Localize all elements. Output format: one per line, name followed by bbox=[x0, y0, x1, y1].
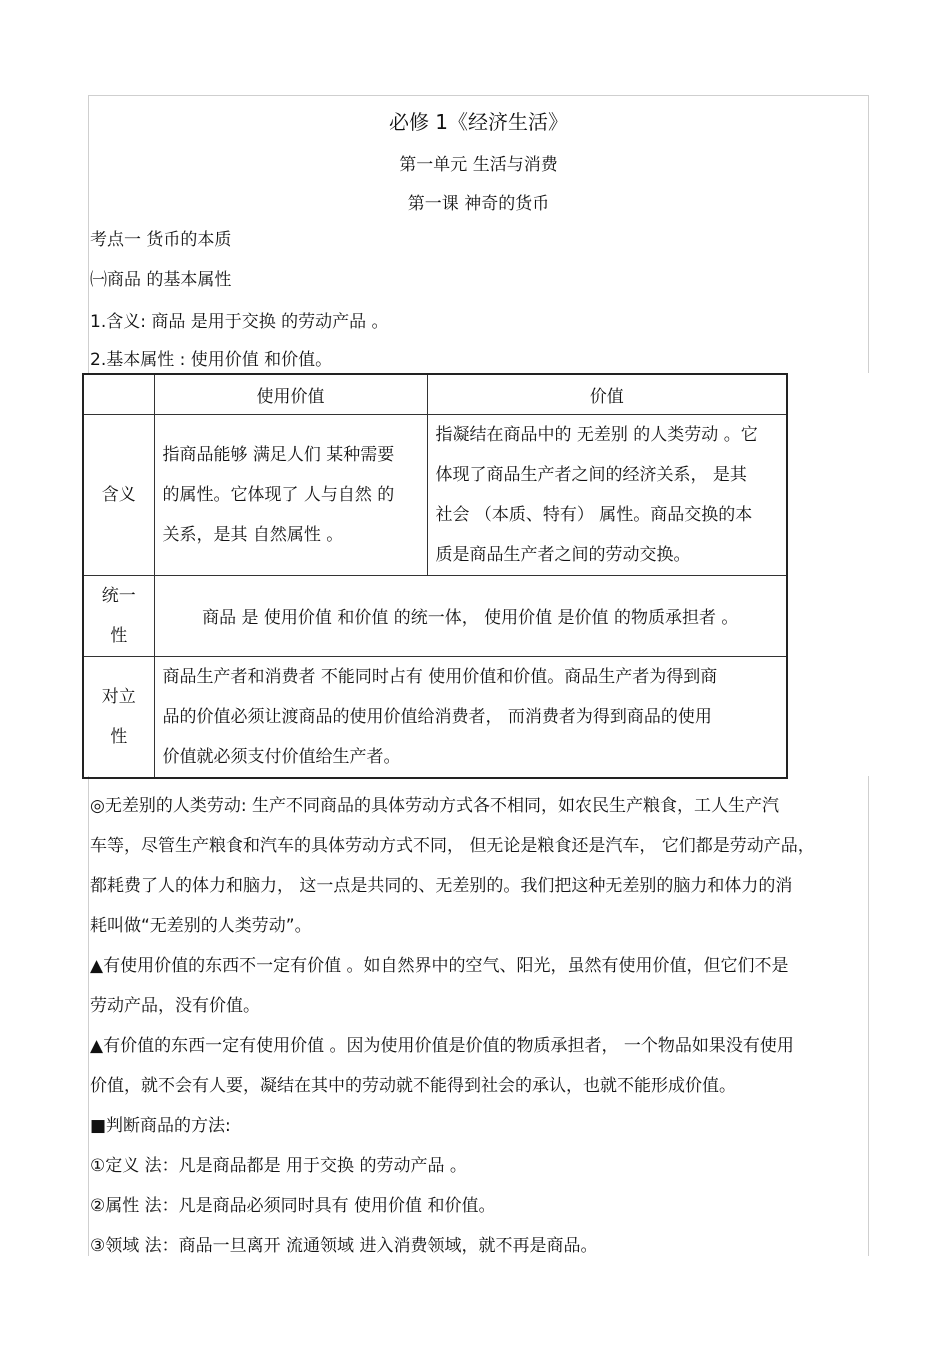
method-heading: ■判断商品的方法: bbox=[90, 1116, 231, 1136]
meaning-value-line: 社会 （本质、特有） 属性。商品交换的本 bbox=[435, 504, 753, 525]
meaning-use-value-line: 指商品能够 满足人们 某种需要 bbox=[162, 444, 395, 465]
subsection-heading: ㈠商品 的基本属性 bbox=[90, 270, 232, 290]
row-label-unity bbox=[83, 575, 154, 656]
table-corner-cell bbox=[83, 374, 154, 414]
row-label-opposition bbox=[83, 656, 154, 778]
header-value: 价值 bbox=[427, 374, 787, 414]
attributes-table bbox=[82, 373, 788, 779]
opposition-cell bbox=[154, 656, 787, 778]
labor-note-line: 耗叫做“无差别的人类劳动”。 bbox=[90, 916, 312, 936]
opposition-line: 价值就必须支付价值给生产者。 bbox=[162, 746, 401, 767]
method-item: ②属性 法：凡是商品必须同时具有 使用价值 和价值。 bbox=[90, 1196, 496, 1216]
opposition-line: 商品生产者和消费者 不能同时占有 使用价值和价值。商品生产者为得到商 bbox=[162, 666, 718, 687]
method-item: ③领域 法：商品一旦离开 流通领域 进入消费领域，就不再是商品。 bbox=[90, 1236, 598, 1256]
meaning-use-value-line: 的属性。它体现了 人与自然 的 bbox=[162, 484, 395, 505]
labor-note-line: 都耗费了人的体力和脑力， 这一点是共同的、无差别的。我们把这种无差别的脑力和体力的消 bbox=[90, 876, 793, 896]
method-item: ①定义 法：凡是商品都是 用于交换 的劳动产品 。 bbox=[90, 1156, 467, 1176]
point-heading: 考点一 货币的本质 bbox=[90, 230, 232, 250]
definition-item: 1.含义: 商品 是用于交换 的劳动产品 。 bbox=[90, 312, 389, 332]
row-label-unity-line: 统一 bbox=[101, 585, 136, 606]
meaning-use-value-line: 关系，是其 自然属性 。 bbox=[162, 524, 344, 545]
meaning-value-line: 体现了商品生产者之间的经济关系， 是其 bbox=[435, 464, 747, 485]
table-header-row bbox=[83, 374, 787, 414]
row-label-opposition-line: 性 bbox=[110, 726, 128, 747]
meaning-value-cell bbox=[427, 414, 787, 575]
use-value-note-line: ▲有使用价值的东西不一定有价值 。如自然界中的空气、阳光，虽然有使用价值，但它们不是 bbox=[90, 956, 789, 976]
book-title: 必修 1《经济生活》 bbox=[388, 110, 569, 134]
meaning-value-line: 指凝结在商品中的 无差别 的人类劳动 。它 bbox=[435, 424, 758, 445]
table-row-meaning bbox=[83, 414, 787, 575]
labor-note-line: 车等，尽管生产粮食和汽车的具体劳动方式不同， 但无论是粮食还是汽车， 它们都是劳动产品， bbox=[90, 836, 815, 856]
row-label-opposition-line: 对立 bbox=[101, 686, 136, 707]
value-note-line: ▲有价值的东西一定有使用价值 。因为使用价值是价值的物质承担者， 一个物品如果没有使用 bbox=[90, 1036, 794, 1056]
table-row-opposition bbox=[83, 656, 787, 778]
attributes-item: 2.基本属性 : 使用价值 和价值。 bbox=[90, 350, 333, 370]
value-note-line: 价值，就不会有人要，凝结在其中的劳动就不能得到社会的承认，也就不能形成价值。 bbox=[90, 1076, 736, 1096]
labor-note-line: ◎无差别的人类劳动: 生产不同商品的具体劳动方式各不相同，如农民生产粮食，工人生产汽 bbox=[90, 796, 779, 816]
row-label-unity-line: 性 bbox=[110, 625, 128, 646]
unity-cell: 商品 是 使用价值 和价值 的统一体， 使用价值 是价值 的物质承担者 。 bbox=[154, 575, 787, 656]
use-value-note-line: 劳动产品，没有价值。 bbox=[90, 996, 260, 1016]
meaning-use-value-cell bbox=[154, 414, 427, 575]
unit-title: 第一单元 生活与消费 bbox=[399, 155, 558, 175]
opposition-line: 品的价值必须让渡商品的使用价值给消费者， 而消费者为得到商品的使用 bbox=[162, 706, 712, 727]
meaning-value-line: 质是商品生产者之间的劳动交换。 bbox=[435, 544, 691, 565]
header-use-value: 使用价值 bbox=[154, 374, 427, 414]
row-label-meaning: 含义 bbox=[83, 414, 154, 575]
table-row-unity bbox=[83, 575, 787, 656]
lesson-title: 第一课 神奇的货币 bbox=[407, 194, 550, 214]
